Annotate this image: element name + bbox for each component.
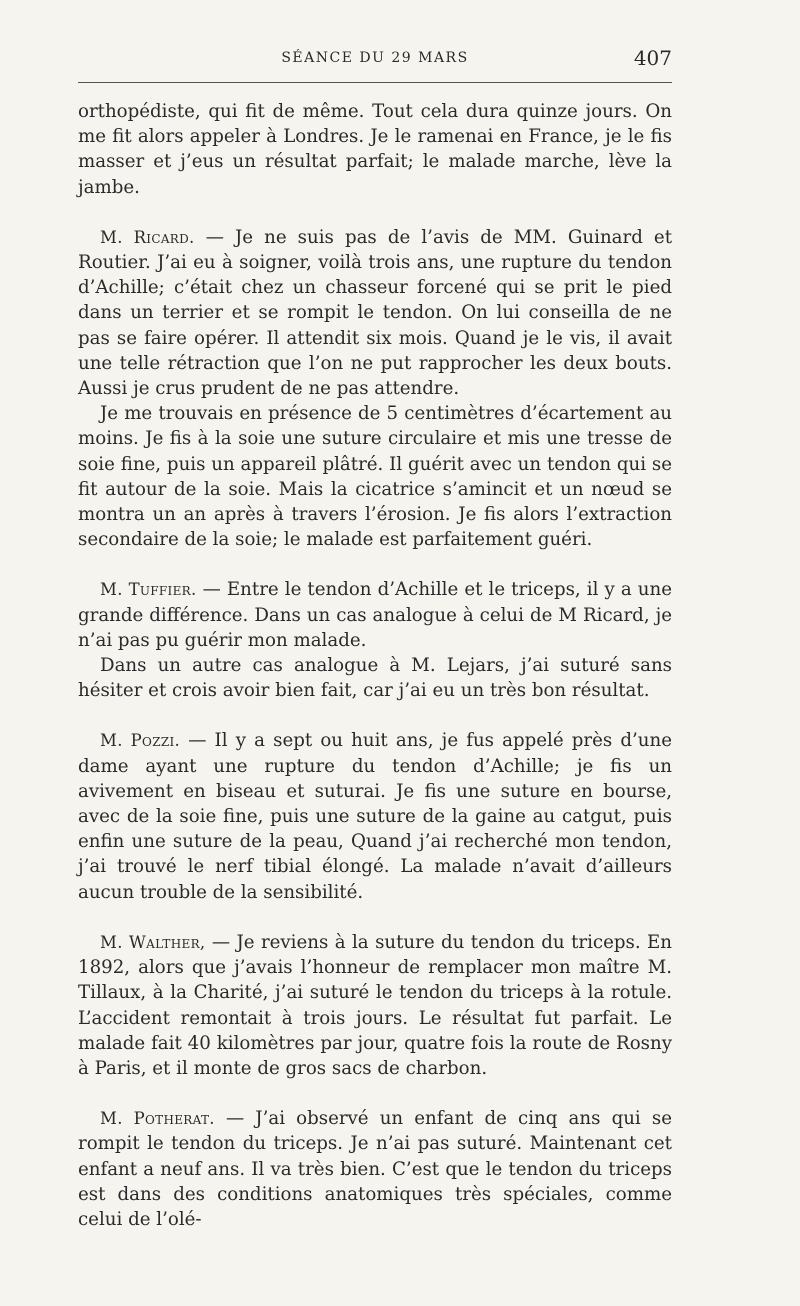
paragraph bbox=[78, 1106, 672, 1232]
paragraph-text: Dans un autre cas analogue à M. Lejars, j’ai suturé sans hésiter et crois avoir bien fait, car j’ai eu un très bon résultat. bbox=[78, 655, 672, 702]
running-header bbox=[78, 46, 672, 70]
speaker-name: M. Potherat. bbox=[100, 1109, 215, 1129]
speaker-name: M. Ricard. bbox=[100, 227, 195, 247]
paragraph-text: — Je ne suis pas de l’avis de MM. Guinard et Routier. J’ai eu à soigner, voilà trois ans, une rupture du tendon d’Achille; c’était chez un chasseur forcené qui se prit le pied dans un terrier et se rompit le tendon. On lui conseilla de ne pas se faire opérer. Il attendit six mois. Quand je le vis, il avait une telle rétraction que l’on ne put rapprocher les deux bouts. Aussi je crus prudent de ne pas attendre. bbox=[78, 226, 673, 400]
paragraph-text: — Entre le tendon d’Achille et le triceps, il y a une grande différence. Dans un cas analogue à celui de M Ricard, je n’ai pas pu guérir mon malade. bbox=[78, 579, 672, 651]
paragraph-text: — J’ai observé un enfant de cinq ans qui se rompit le tendon du triceps. Je n’ai pas suturé. Maintenant cet enfant a neuf ans. Il va très bien. C’est que le tendon du triceps est dans des conditions anatomiques très spéciales, comme celui de l’olé- bbox=[78, 1108, 672, 1230]
paragraph-text: — Je reviens à la suture du tendon du triceps. En 1892, alors que j’avais l’honneur de remplacer mon maître M. Tillaux, à la Charité, j’ai suturé le tendon du triceps à la rotule. L’accident remontait à trois jours. Le résultat fut parfait. Le malade fait 40 kilomètres par jour, quatre fois la route de Rosny à Paris, et il monte de gros sacs de charbon. bbox=[78, 931, 673, 1079]
speaker-name: M. Pozzi. bbox=[100, 731, 181, 751]
paragraph-text: Je me trouvais en présence de 5 centimètres d’écartement au moins. Je fis à la soie une suture circulaire et mis une tresse de soie fine, puis un appareil plâtré. Il guérit avec un tendon qui se fit autour de la soie. Mais la cicatrice s’amincit et un nœud se montra un an après à travers l’érosion. Je fis alors l’extraction secondaire de la soie; le malade est parfaitement guéri. bbox=[78, 403, 672, 551]
paragraph bbox=[78, 728, 672, 904]
paragraph bbox=[78, 653, 672, 703]
speaker-name: M. Tuffier. bbox=[100, 580, 197, 600]
header-title: SÉANCE DU 29 MARS bbox=[281, 50, 469, 66]
paragraph bbox=[78, 401, 672, 552]
paragraph-text: — Il y a sept ou huit ans, je fus appelé près d’une dame ayant une rupture du tendon d’Achille; je fis un avivement en biseau et suturai. Je fis une suture en bourse, avec de la soie fine, puis une suture de la gaine au catgut, puis enfin une suture de la peau, Quand j’ai recherché mon tendon, j’ai trouvé le nerf tibial élongé. La malade n’avait d’ailleurs aucun trouble de la sensibilité. bbox=[78, 730, 672, 903]
paragraph bbox=[78, 225, 672, 401]
paragraph-text: orthopédiste, qui fit de même. Tout cela dura quinze jours. On me fit alors appeler à Londres. Je le ramenai en France, je le fis masser et j’eus un résultat parfait; le malade marche, lève la jambe. bbox=[78, 101, 672, 198]
header-rule bbox=[78, 82, 672, 83]
body-text bbox=[78, 99, 672, 1232]
speaker-name: M. Walther, bbox=[100, 932, 206, 952]
paragraph bbox=[78, 99, 672, 200]
paragraph bbox=[78, 930, 672, 1081]
page-number: 407 bbox=[633, 46, 672, 70]
paragraph bbox=[78, 577, 672, 653]
